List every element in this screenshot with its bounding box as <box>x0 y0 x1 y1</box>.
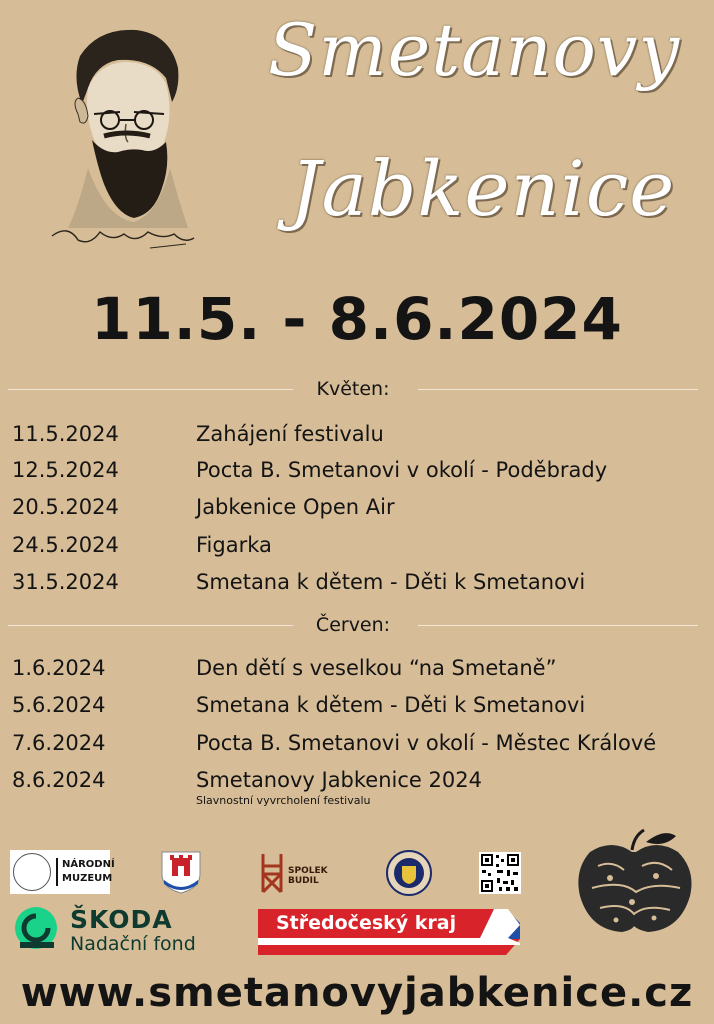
event-name: Smetana k dětem - Děti k Smetanovi <box>196 693 586 717</box>
event-date: 5.6.2024 <box>12 693 106 717</box>
event-name: Pocta B. Smetanovi v okolí - Městec Králové <box>196 731 657 755</box>
music-apple-icon <box>572 826 696 936</box>
section-label-may: Květen: <box>316 378 390 400</box>
section-divider-june <box>8 614 698 636</box>
event-date: 1.6.2024 <box>12 656 106 680</box>
event-date: 31.5.2024 <box>12 570 119 594</box>
skoda-nadacni-fond-logo <box>10 904 220 958</box>
event-date: 24.5.2024 <box>12 533 119 557</box>
section-label-june: Červen: <box>315 614 391 636</box>
section-divider-may <box>8 378 698 400</box>
smetana-portrait <box>38 18 198 254</box>
event-date: 11.5.2024 <box>12 422 119 446</box>
skoda-emblem-icon <box>10 904 64 958</box>
skoda-sub-text: Nadační fond <box>70 933 196 955</box>
stredocesky-kraj-text: Středočeský kraj <box>276 912 457 934</box>
website-url[interactable]: www.smetanovyjabkenice.cz <box>20 970 694 1016</box>
skoda-brand-text: ŠKODA <box>70 905 173 934</box>
festival-date-range: 11.5. - 8.6.2024 <box>91 285 623 353</box>
museum-seal-icon <box>13 853 51 891</box>
event-note: Slavnostní vyvrcholení festivalu <box>196 794 371 807</box>
event-date: 7.6.2024 <box>12 731 106 755</box>
chair-icon <box>258 852 286 894</box>
title-line-1: Smetanovy <box>268 8 681 92</box>
event-name: Figarka <box>196 533 272 557</box>
title-line-2: Jabkenice <box>290 144 676 233</box>
qr-code-icon <box>479 852 521 894</box>
town-crest-icon <box>160 850 202 894</box>
event-name: Smetanovy Jabkenice 2024 <box>196 768 482 792</box>
stredocesky-kraj-logo <box>258 909 520 955</box>
event-name: Den dětí s veselkou “na Smetaně” <box>196 656 557 680</box>
event-name: Smetana k dětem - Děti k Smetanovi <box>196 570 586 594</box>
event-date: 12.5.2024 <box>12 458 119 482</box>
municipal-seal-icon <box>386 850 432 896</box>
event-date: 8.6.2024 <box>12 768 106 792</box>
spolek-budil-logo <box>258 852 336 894</box>
event-name: Pocta B. Smetanovi v okolí - Poděbrady <box>196 458 608 482</box>
event-name: Jabkenice Open Air <box>196 495 395 519</box>
narodni-muzeum-logo <box>10 850 115 894</box>
narodni-muzeum-text: NÁRODNÍ MUZEUM <box>62 859 115 884</box>
event-name: Zahájení festivalu <box>196 422 384 446</box>
event-date: 20.5.2024 <box>12 495 119 519</box>
spolek-budil-text: SPOLEK BUDIL <box>288 866 328 886</box>
